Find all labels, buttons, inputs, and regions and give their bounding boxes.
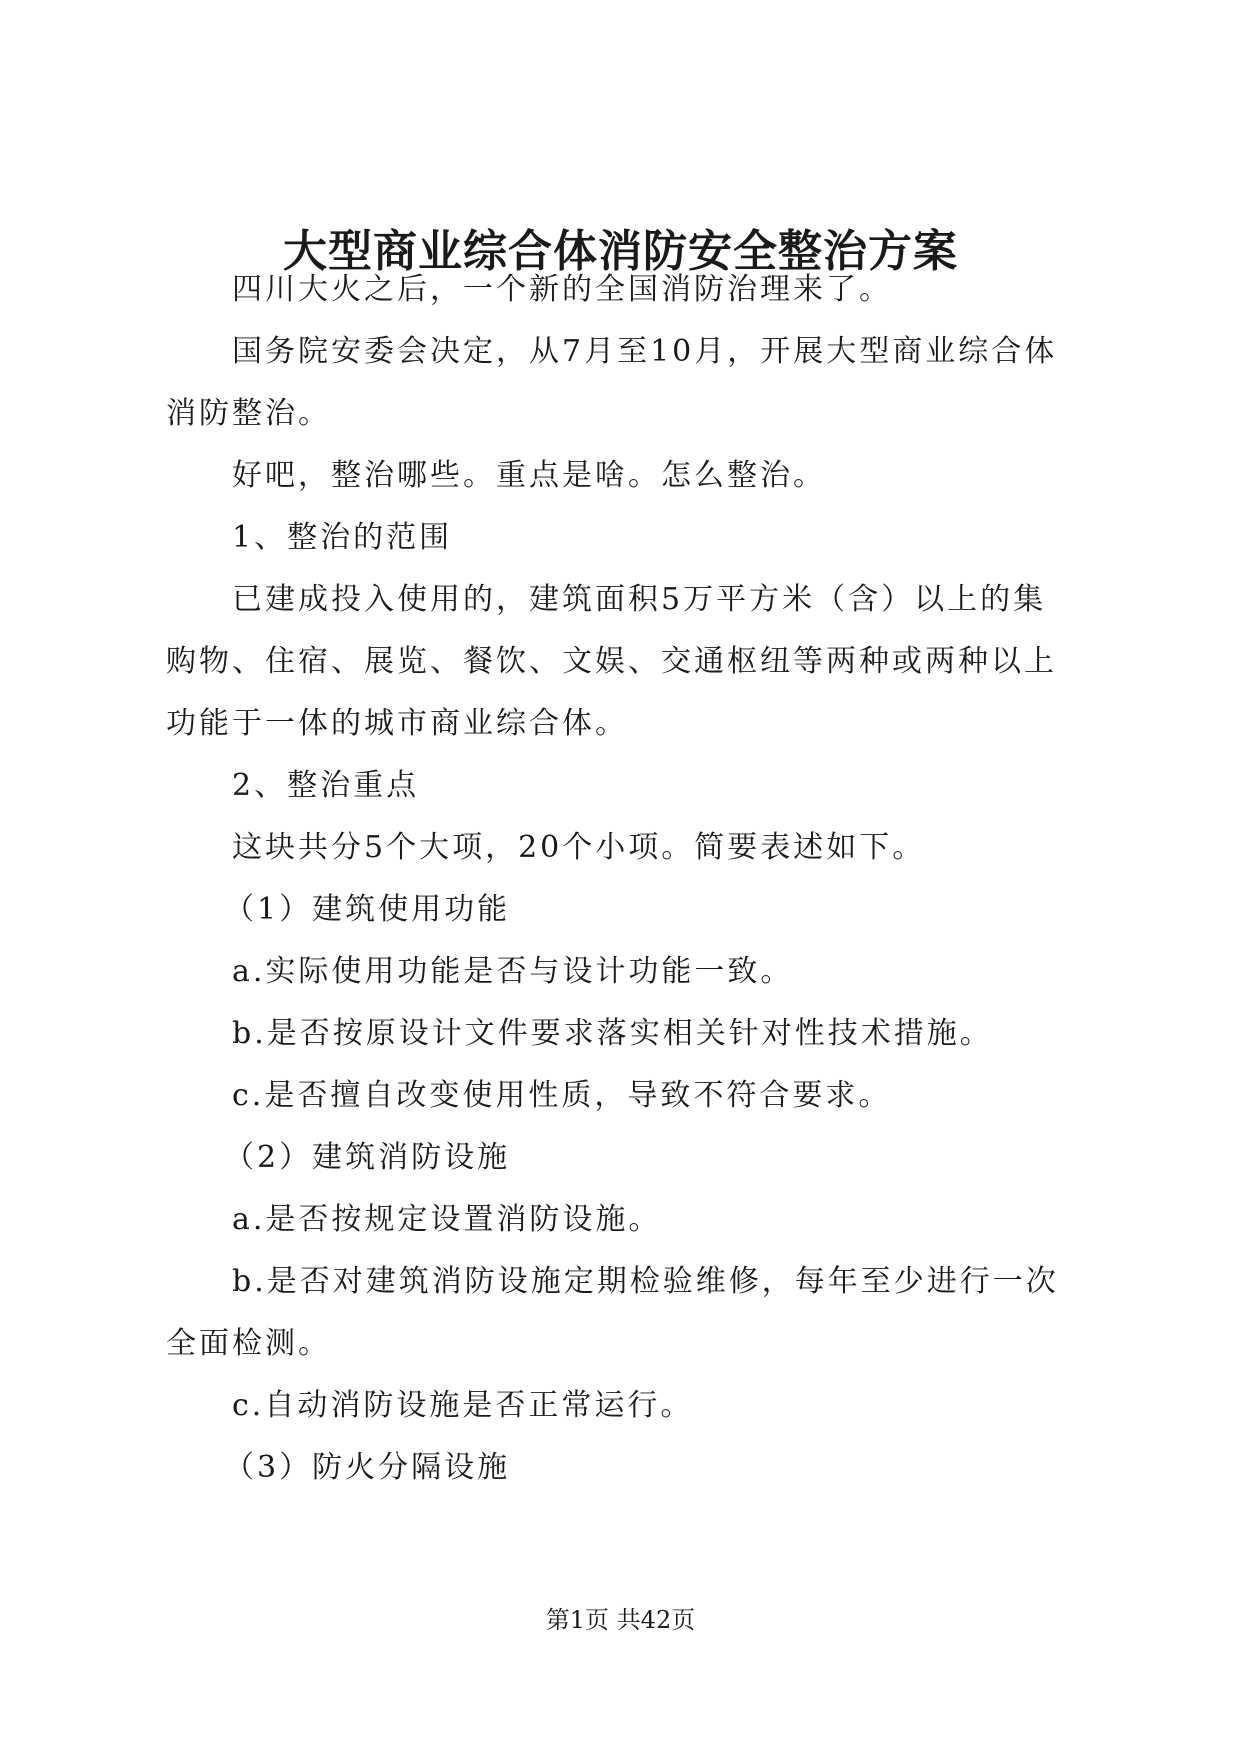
paragraph: 已建成投入使用的，建筑面积5万平方米（含）以上的集购物、住宿、展览、餐饮、文娱、交通枢纽等两种或两种以上功能于一体的城市商业综合体。	[166, 582, 1057, 741]
document-body	[166, 259, 1076, 1499]
document-title: 大型商业综合体消防安全整治方案	[283, 226, 958, 277]
subsection-heading: （3）防火分隔设施	[224, 1450, 511, 1485]
section-heading: 2、整治重点	[232, 768, 420, 803]
page-number: 第1页 共42页	[545, 1606, 696, 1634]
subsection-heading: （2）建筑消防设施	[224, 1140, 511, 1175]
section-heading: 1、整治的范围	[232, 520, 453, 555]
paragraph: 这块共分5个大项，20个小项。简要表述如下。	[232, 830, 926, 865]
list-item: c.自动消防设施是否正常运行。	[232, 1388, 694, 1423]
list-item: b.是否按原设计文件要求落实相关针对性技术措施。	[232, 1016, 993, 1051]
list-item: a.实际使用功能是否与设计功能一致。	[232, 954, 794, 989]
paragraph: 好吧，整治哪些。重点是啥。怎么整治。	[232, 458, 826, 493]
subsection-heading: （1）建筑使用功能	[224, 892, 511, 927]
list-item: b.是否对建筑消防设施定期检验维修，每年至少进行一次全面检测。	[166, 1264, 1059, 1361]
page-footer	[0, 1605, 1241, 1635]
list-item: c.是否擅自改变使用性质，导致不符合要求。	[232, 1078, 892, 1113]
paragraph: 四川大火之后，一个新的全国消防治理来了。	[232, 272, 892, 307]
list-item: a.是否按规定设置消防设施。	[232, 1202, 662, 1237]
paragraph: 国务院安委会决定，从7月至10月，开展大型商业综合体消防整治。	[166, 334, 1058, 431]
